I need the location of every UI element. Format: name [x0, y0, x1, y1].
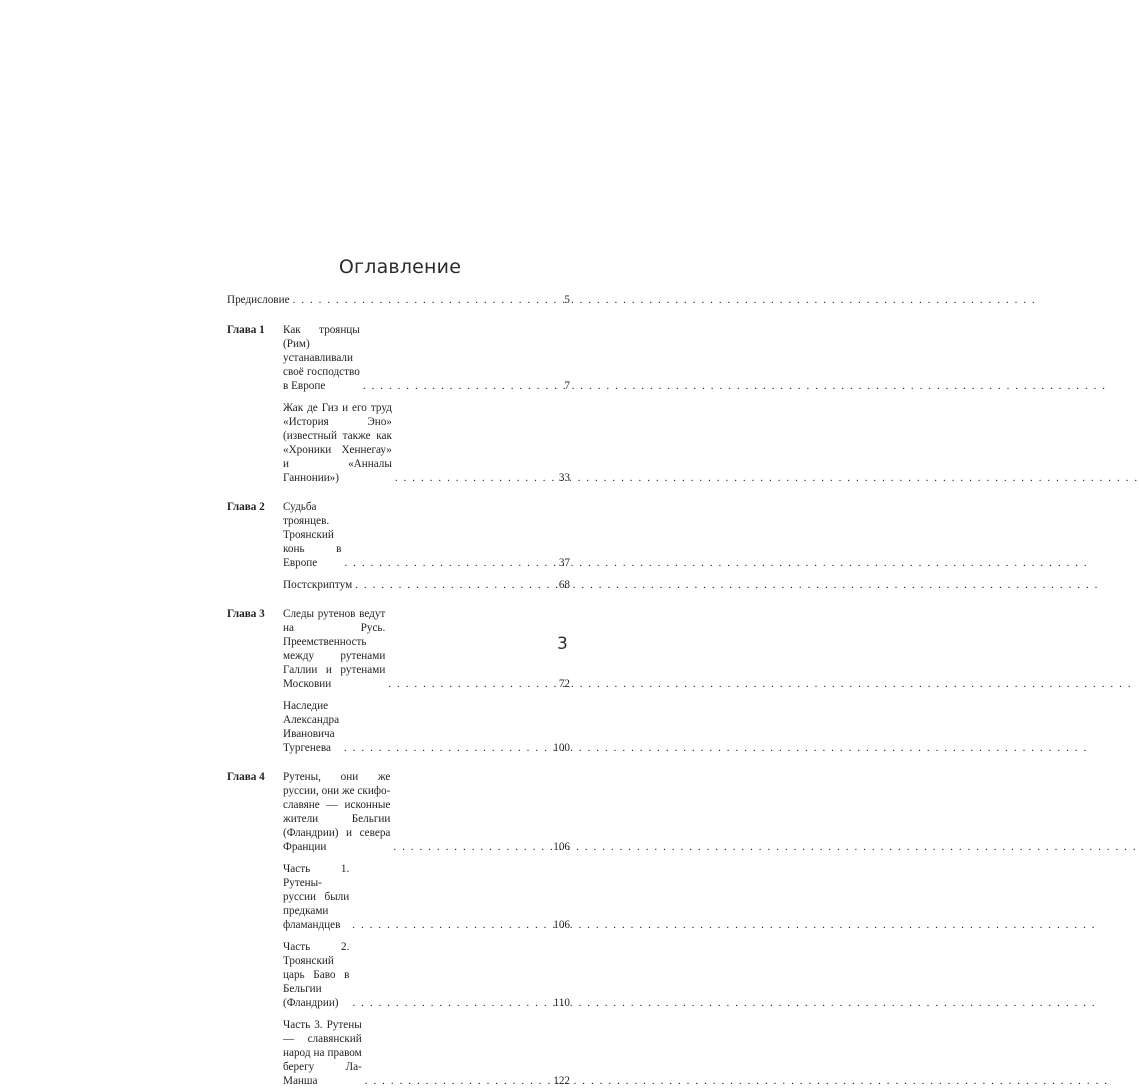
chapter-label: Глава 4 — [227, 771, 265, 783]
toc-entry-text: Жак де Гиз и его труд «История Эно» (известный также как «Хроники Хеннегау» и «Анналы Ганнонии») — [283, 402, 392, 484]
dot-leader — [393, 840, 550, 854]
dot-leader — [355, 578, 556, 592]
toc-entry — [283, 940, 570, 1010]
dot-leader — [363, 379, 562, 393]
toc-page-number: 106 — [553, 841, 570, 853]
toc-entry-text: Судьба троянцев. Троянский конь в Европе — [283, 501, 342, 569]
toc-entry — [283, 770, 570, 854]
chapter-label: Глава 1 — [227, 324, 265, 336]
toc-entry — [283, 607, 570, 691]
chapter-entries — [283, 500, 570, 592]
toc-page-number: 68 — [558, 579, 570, 591]
toc-entry-intro — [227, 293, 570, 307]
page-number: 3 — [557, 634, 568, 654]
toc-page-number: 7 — [564, 380, 570, 392]
toc-page-number: 106 — [553, 919, 570, 931]
table-of-contents — [227, 293, 570, 1088]
toc-page-number: 37 — [558, 557, 570, 569]
dot-leader — [352, 918, 550, 932]
toc-chapter-1 — [227, 323, 570, 485]
toc-title: Оглавление — [338, 256, 462, 278]
dot-leader — [344, 556, 555, 570]
dot-leader — [395, 471, 556, 485]
toc-page-number: 72 — [558, 678, 570, 690]
toc-page-number: 5 — [564, 294, 570, 306]
toc-entry — [283, 323, 570, 393]
dot-leader — [352, 996, 550, 1010]
toc-entry-text: Постскриптум — [283, 579, 353, 591]
toc-page-number: 110 — [553, 997, 570, 1009]
toc-entry — [283, 578, 570, 592]
toc-page-number: 100 — [553, 742, 570, 754]
toc-entry-text: Часть 3. Рутены — славянский народ на правом берегу Ла-Манша — [283, 1019, 362, 1087]
chapter-entries — [283, 607, 570, 755]
chapter-label: Глава 3 — [227, 608, 265, 620]
toc-chapter-4 — [227, 770, 570, 1088]
toc-entry-text: Наследие Александра Ивановича Тургенева — [283, 700, 340, 754]
chapter-entries — [283, 770, 570, 1088]
dot-leader — [293, 293, 562, 307]
dot-leader — [344, 741, 550, 755]
dot-leader — [388, 677, 555, 691]
toc-entry-text: Часть 1. Рутены-руссии были предками фламандцев — [283, 863, 350, 931]
toc-entry-text: Как троянцы (Рим) устанавливали своё господство в Европе — [283, 324, 360, 392]
toc-entry-text: Предисловие — [227, 294, 290, 306]
toc-entry-text: Следы рутенов ведут на Русь. Преемственность между рутенами Галлии и рутенами Московии — [283, 608, 386, 690]
toc-chapter-3 — [227, 607, 570, 755]
toc-entry — [283, 862, 570, 932]
toc-entry — [283, 401, 570, 485]
toc-page-number: 33 — [558, 472, 570, 484]
chapter-entries — [283, 323, 570, 485]
toc-entry — [283, 500, 570, 570]
toc-entry-text: Рутены, они же руссии, они же скифо-славяне — исконные жители Бельгии (Фландрии) и севера Франции — [283, 771, 391, 853]
toc-entry — [283, 1018, 570, 1088]
dot-leader — [365, 1074, 550, 1088]
toc-chapter-2 — [227, 500, 570, 592]
chapter-label: Глава 2 — [227, 501, 265, 513]
toc-page-number: 122 — [553, 1075, 570, 1087]
toc-entry — [283, 699, 570, 755]
toc-entry-text: Часть 2. Троянский царь Баво в Бельгии (Фландрии) — [283, 941, 350, 1009]
